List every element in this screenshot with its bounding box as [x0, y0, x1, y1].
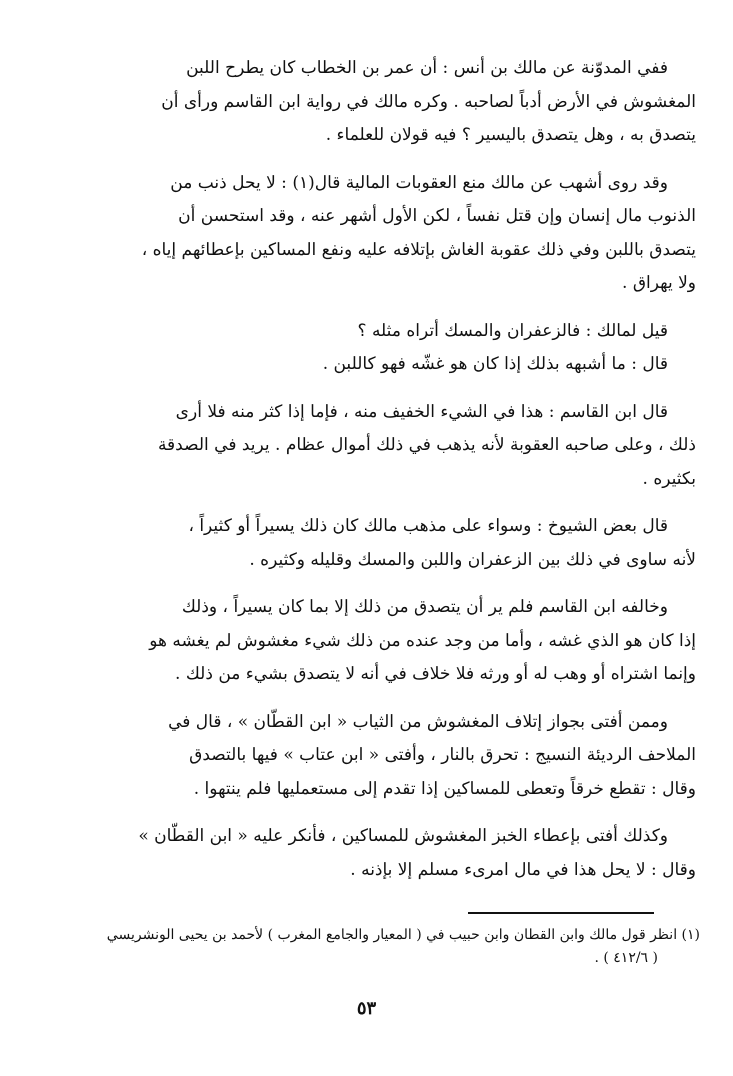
text-line: قال : ما أشبهه بذلك إذا كان هو غشّه فهو كاللبن .	[322, 354, 668, 374]
paragraph-mudawwana	[92, 52, 696, 153]
text-line: وقد روى أشهب عن مالك منع العقوبات المالية قال(١) : لا يحل ذنب من	[170, 172, 668, 193]
paragraph-ibn-al-qattan	[92, 706, 696, 807]
text-line: الملاحف الرديئة النسيج : تحرق بالنار ، وأفتى « ابن عتاب » فيها بالتصدق	[189, 745, 696, 765]
text-line: إذا كان هو الذي غشه ، وأما من وجد عنده من ذلك شيء مغشوش لم يغشه هو	[149, 630, 696, 651]
paragraph-ashhab	[92, 167, 696, 301]
paragraph-dissent	[92, 591, 696, 692]
text-line: ولا يهراق .	[622, 273, 696, 293]
text-line: قال ابن القاسم : هذا في الشيء الخفيف منه ، فإما إذا كثر منه فلا أرى	[175, 401, 668, 422]
text-line: وخالفه ابن القاسم فلم ير أن يتصدق من ذلك إلا بما كان يسيراً ، وذلك	[181, 597, 668, 617]
text-line: ذلك ، وعلى صاحبه العقوبة لأنه يذهب في ذلك أموال عظام . يريد في الصدقة	[157, 435, 696, 455]
text-line: لأنه ساوى في ذلك بين الزعفران واللبن والمسك وقليله وكثيره .	[249, 549, 696, 570]
text-line: بكثيره .	[642, 468, 696, 489]
text-line: الذنوب مال إنسان وإن قتل نفساً ، لكن الأول أشهر عنه ، وقد استحسن أن	[178, 206, 696, 226]
paragraph-bread	[92, 820, 696, 887]
paragraph-shuyukh	[92, 510, 696, 577]
text-line: قيل لمالك : فالزعفران والمسك أتراه مثله ؟	[357, 320, 668, 341]
paragraph-question-malik	[92, 315, 696, 382]
page-number: ٥٣	[356, 998, 377, 1019]
footnote-line: (١) انظر قول مالك وابن القطان وابن حبيب في ( المعيار والجامع المغرب ) لأحمد بن يحيى الونشريسي	[106, 927, 700, 943]
footnote-line: ( ٤١٢/٦ ) .	[594, 950, 658, 966]
text-line: قال بعض الشيوخ : وسواء على مذهب مالك كان ذلك يسيراً أو كثيراً ،	[188, 516, 668, 536]
text-line: المغشوش في الأرض أدباً لصاحبه . وكره مالك في رواية ابن القاسم ورأى أن	[161, 91, 696, 112]
text-line: وممن أفتى بجواز إتلاف المغشوش من الثياب « ابن القطّان » ، قال في	[168, 711, 668, 732]
text-line: ففي المدوّنة عن مالك بن أنس : أن عمر بن الخطاب كان يطرح اللبن	[186, 58, 668, 78]
text-line: وإنما اشتراه أو وهب له أو ورثه فلا خلاف في أنه لا يتصدق بشيء من ذلك .	[175, 664, 696, 684]
text-line: وكذلك أفتى بإعطاء الخبز المغشوش للمساكين ، فأنكر عليه « ابن القطّان »	[138, 826, 668, 846]
text-line: يتصدق به ، وهل يتصدق باليسير ؟ فيه قولان للعلماء .	[325, 125, 696, 145]
main-text	[92, 52, 696, 901]
text-line: يتصدق باللبن وفي ذلك عقوبة الغاش بإتلافه عليه ونفع المساكين بإعطائهم إياه ،	[141, 239, 696, 260]
text-line: وقال : تقطع خرقاً وتعطى للمساكين إذا تقدم إلى مستعمليها فلم ينتهوا .	[193, 778, 696, 799]
text-line: وقال : لا يحل هذا في مال امرىء مسلم إلا بإذنه .	[350, 859, 696, 880]
footnote	[60, 924, 700, 970]
footnote-divider	[468, 912, 654, 914]
paragraph-ibn-al-qasim	[92, 396, 696, 497]
